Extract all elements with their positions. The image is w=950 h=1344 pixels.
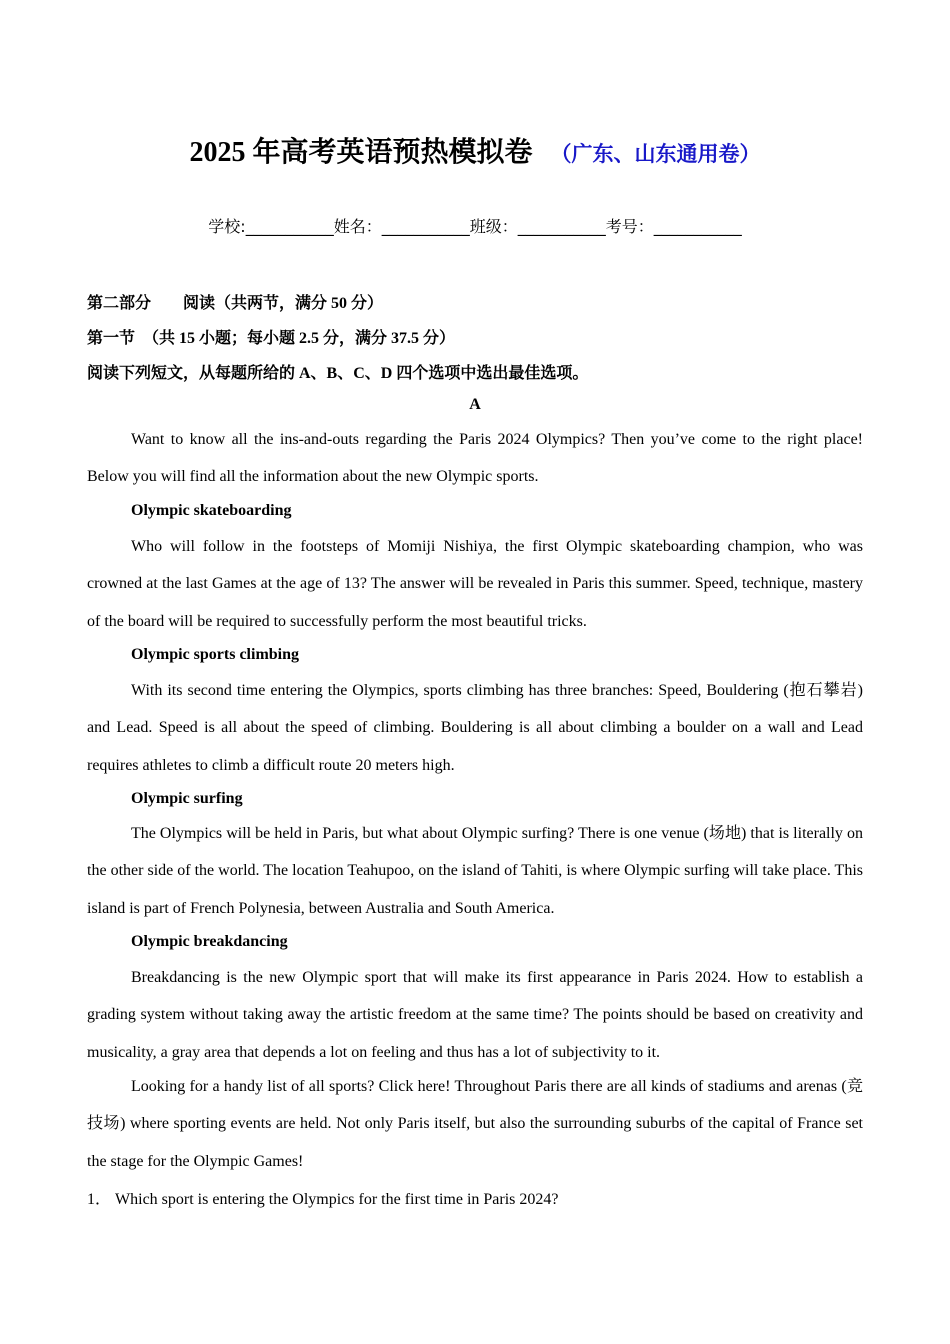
question-item bbox=[87, 1186, 558, 1209]
closing-paragraph: Looking for a handy list of all sports? Click here! Throughout Paris there are all kinds of stadiums and arenas (竞技场) where sporting events are held. Not only Paris itself, but also the surrounding suburbs of the capital of France set the stage for the Olympic Games! bbox=[87, 1078, 863, 1170]
question-text: Which sport is entering the Olympics for the first time in Paris 2024? bbox=[115, 1191, 559, 1208]
exam-title bbox=[0, 130, 950, 170]
part-heading: 第二部分 阅读（共两节，满分 50 分） bbox=[87, 295, 384, 312]
title-subtitle: （广东、山东通用卷） bbox=[550, 142, 761, 166]
breakdancing-paragraph: Breakdancing is the new Olympic sport that will make its first appearance in Paris 2024. How to establish a grading system without taking away the artistic freedom at the same time? The points should be based on creativity and musicality, a gray area that depends a lot on feeling and thus has a lot of subjectivity to it. bbox=[87, 969, 863, 1061]
surfing-paragraph: The Olympics will be held in Paris, but what about Olympic surfing? There is one venue (场地) that is literally on the other side of the world. The location Teahupoo, on the island of Tahiti, is where Olympic surfing will take place. This island is part of French Polynesia, between Australia and South America. bbox=[87, 825, 863, 917]
climbing-paragraph: With its second time entering the Olympics, sports climbing has three branches: Speed, Bouldering (抱石攀岩) and Lead. Speed is all about the speed of climbing. Bouldering is all about climbing a boulder on a wall and Lead requires athletes to climb a difficult route 20 meters high. bbox=[87, 682, 863, 774]
section-heading: 第一节 （共 15 小题；每小题 2.5 分，满分 37.5 分） bbox=[87, 330, 456, 347]
student-info-line: 学校:___________姓名：___________班级：___________考号：___________ bbox=[208, 217, 742, 236]
climbing-heading: Olympic sports climbing bbox=[131, 646, 300, 663]
breakdancing-heading: Olympic breakdancing bbox=[131, 933, 288, 950]
passage-label: A bbox=[469, 396, 481, 413]
instruction-text: 阅读下列短文，从每题所给的 A、B、C、D 四个选项中选出最佳选项。 bbox=[87, 365, 589, 382]
question-number: 1． bbox=[87, 1191, 112, 1208]
skateboarding-heading: Olympic skateboarding bbox=[131, 502, 292, 519]
title-main: 2025 年高考英语预热模拟卷 bbox=[189, 137, 533, 168]
passage-intro: Want to know all the ins-and-outs regarding the Paris 2024 Olympics? Then you’ve come to the right place! Below you will find all the information about the new Olympic sports. bbox=[87, 431, 863, 486]
surfing-heading: Olympic surfing bbox=[131, 790, 243, 807]
skateboarding-paragraph: Who will follow in the footsteps of Momiji Nishiya, the first Olympic skateboarding champion, who was crowned at the last Games at the age of 13? The answer will be revealed in Paris this summer. Speed, technique, mastery of the board will be required to successfully perform the most beautiful tricks. bbox=[87, 538, 863, 630]
